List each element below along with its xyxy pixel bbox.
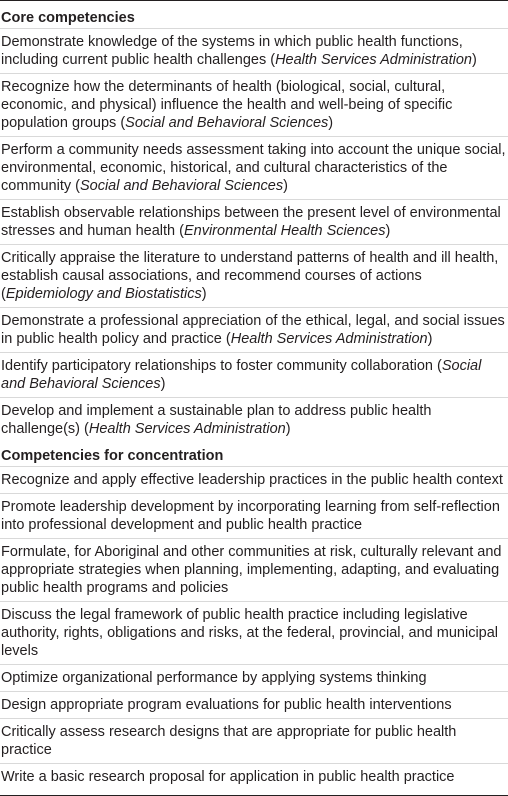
section-heading: Core competencies <box>0 5 508 29</box>
closing-paren: ) <box>328 115 334 131</box>
table-row <box>0 308 508 353</box>
competency-text: Recognize how the determinants of health (biological, social, cultural, economic, and physical) influence the health and well-being of specific population groups ( <box>1 79 453 131</box>
table-row: Design appropriate program evaluations for public health interventions <box>0 692 508 719</box>
section-heading: Competencies for concentration <box>0 442 508 467</box>
table-row: Critically assess research designs that are appropriate for public health practice <box>0 719 508 764</box>
section-core-competencies <box>0 5 508 442</box>
discipline-area: Social and Behavioral Sciences <box>79 178 284 194</box>
closing-paren: ) <box>160 376 166 392</box>
competency-text: Develop and implement a sustainable plan to address public health challenge(s) ( <box>1 403 432 437</box>
section-concentration-competencies <box>0 442 508 795</box>
table-row: Discuss the legal framework of public health practice including legislative authority, rights, obligations and risks, at the federal, provincial, and municipal levels <box>0 602 508 665</box>
table-row <box>0 200 508 245</box>
table-row: Write a basic research proposal for application in public health practice <box>1 769 455 785</box>
discipline-area: Health Services Administration <box>230 331 428 347</box>
discipline-area: Environmental Health Sciences <box>183 223 386 239</box>
closing-paren: ) <box>285 421 291 437</box>
discipline-area: Social and Behavioral Sciences <box>125 115 329 131</box>
closing-paren: ) <box>385 223 391 239</box>
table-row <box>0 137 508 200</box>
closing-paren: ) <box>283 178 288 194</box>
competency-text: Identify participatory relationships to foster community collaboration ( <box>1 358 442 374</box>
competency-text: Perform a community needs assessment taking into account the unique social, environmental, economic, historical, and cultural characteristics of the community ( <box>1 142 506 194</box>
closing-paren: ) <box>427 331 433 347</box>
closing-paren: ) <box>471 52 477 68</box>
table-row <box>0 74 508 137</box>
table-row <box>0 245 508 308</box>
discipline-area: Health Services Administration <box>275 52 472 68</box>
competency-text: Critically appraise the literature to understand patterns of health and ill health, establish causal associations, and recommend courses of actions ( <box>1 250 499 302</box>
table-row: Promote leadership development by incorporating learning from self-reflection into professional development and public health practice <box>0 494 508 539</box>
table-row: Recognize and apply effective leadership practices in the public health context <box>0 467 508 494</box>
table-row <box>0 398 508 442</box>
discipline-area: Epidemiology and Biostatistics <box>5 286 202 302</box>
competency-text: Demonstrate knowledge of the systems in which public health functions, including current public health challenges ( <box>1 34 463 68</box>
table-row: Formulate, for Aboriginal and other communities at risk, culturally relevant and appropriate strategies when planning, implementing, adapting, and evaluating public health programs and policies <box>0 539 508 602</box>
closing-paren: ) <box>201 286 207 302</box>
discipline-area: Social and Behavioral Sciences <box>1 358 482 392</box>
table-row: Optimize organizational performance by applying systems thinking <box>0 665 508 692</box>
table-row <box>0 353 508 398</box>
table-row <box>0 29 508 74</box>
competency-text: Establish observable relationships between the present level of environmental stresses and human health ( <box>1 205 501 239</box>
competency-text: Demonstrate a professional appreciation of the ethical, legal, and social issues in public health policy and practice ( <box>1 313 505 347</box>
discipline-area: Health Services Administration <box>88 421 286 437</box>
